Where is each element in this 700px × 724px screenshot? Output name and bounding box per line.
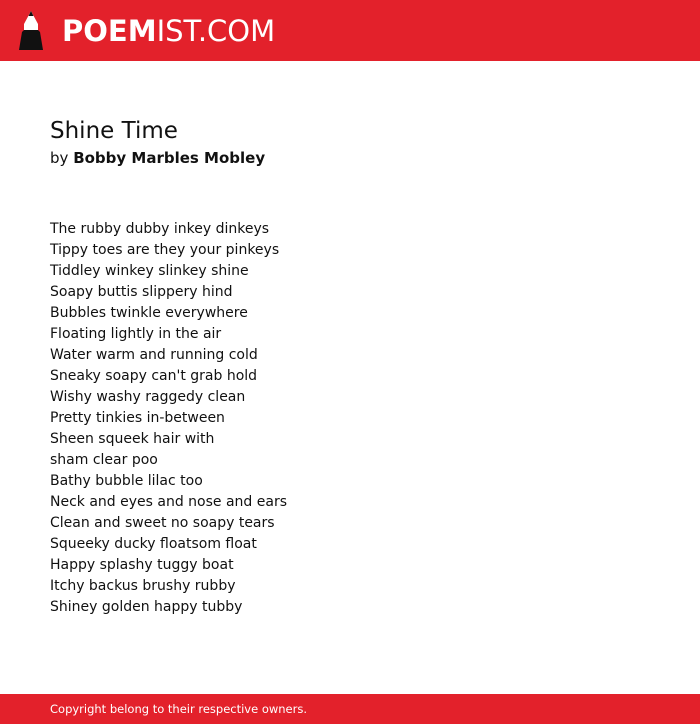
poem-line: Itchy backus brushy rubby xyxy=(50,578,236,594)
copyright-text: Copyright belong to their respective owners. xyxy=(50,702,308,716)
pencil-icon[interactable] xyxy=(18,10,44,51)
site-header xyxy=(0,0,700,61)
poem-line: Happy splashy tuggy boat xyxy=(50,557,234,573)
poem-line: Neck and eyes and nose and ears xyxy=(50,494,288,510)
logo-bold-part: POEM xyxy=(62,14,157,48)
poem-line: Clean and sweet no soapy tears xyxy=(50,515,275,531)
poem-content xyxy=(50,116,650,618)
poem-line: Shiney golden happy tubby xyxy=(50,599,243,615)
poem-line: Squeeky ducky floatsom float xyxy=(50,536,257,552)
poem-line: Sheen squeek hair with xyxy=(50,431,215,447)
poem-line: Bubbles twinkle everywhere xyxy=(50,305,248,321)
site-logo[interactable] xyxy=(62,14,275,48)
author-name: Bobby Marbles Mobley xyxy=(73,149,266,167)
poem-line: The rubby dubby inkey dinkeys xyxy=(50,221,270,237)
byline xyxy=(50,148,650,168)
site-footer xyxy=(0,694,700,724)
poem-line: sham clear poo xyxy=(50,452,158,468)
poem-line: Soapy buttis slippery hind xyxy=(50,284,233,300)
poem-line: Tiddley winkey slinkey shine xyxy=(50,263,249,279)
poem-title: Shine Time xyxy=(50,118,178,144)
poem-body xyxy=(50,219,650,618)
poem-line: Water warm and running cold xyxy=(50,347,258,363)
logo-light-part: IST.COM xyxy=(156,14,276,48)
poem-line: Sneaky soapy can't grab hold xyxy=(50,368,258,384)
poem-line: Bathy bubble lilac too xyxy=(50,473,203,489)
poem-line: Pretty tinkies in-between xyxy=(50,410,225,426)
poem-line: Floating lightly in the air xyxy=(50,326,222,342)
poem-line: Wishy washy raggedy clean xyxy=(50,389,246,405)
poem-line: Tippy toes are they your pinkeys xyxy=(50,242,280,258)
by-label: by xyxy=(50,149,69,167)
